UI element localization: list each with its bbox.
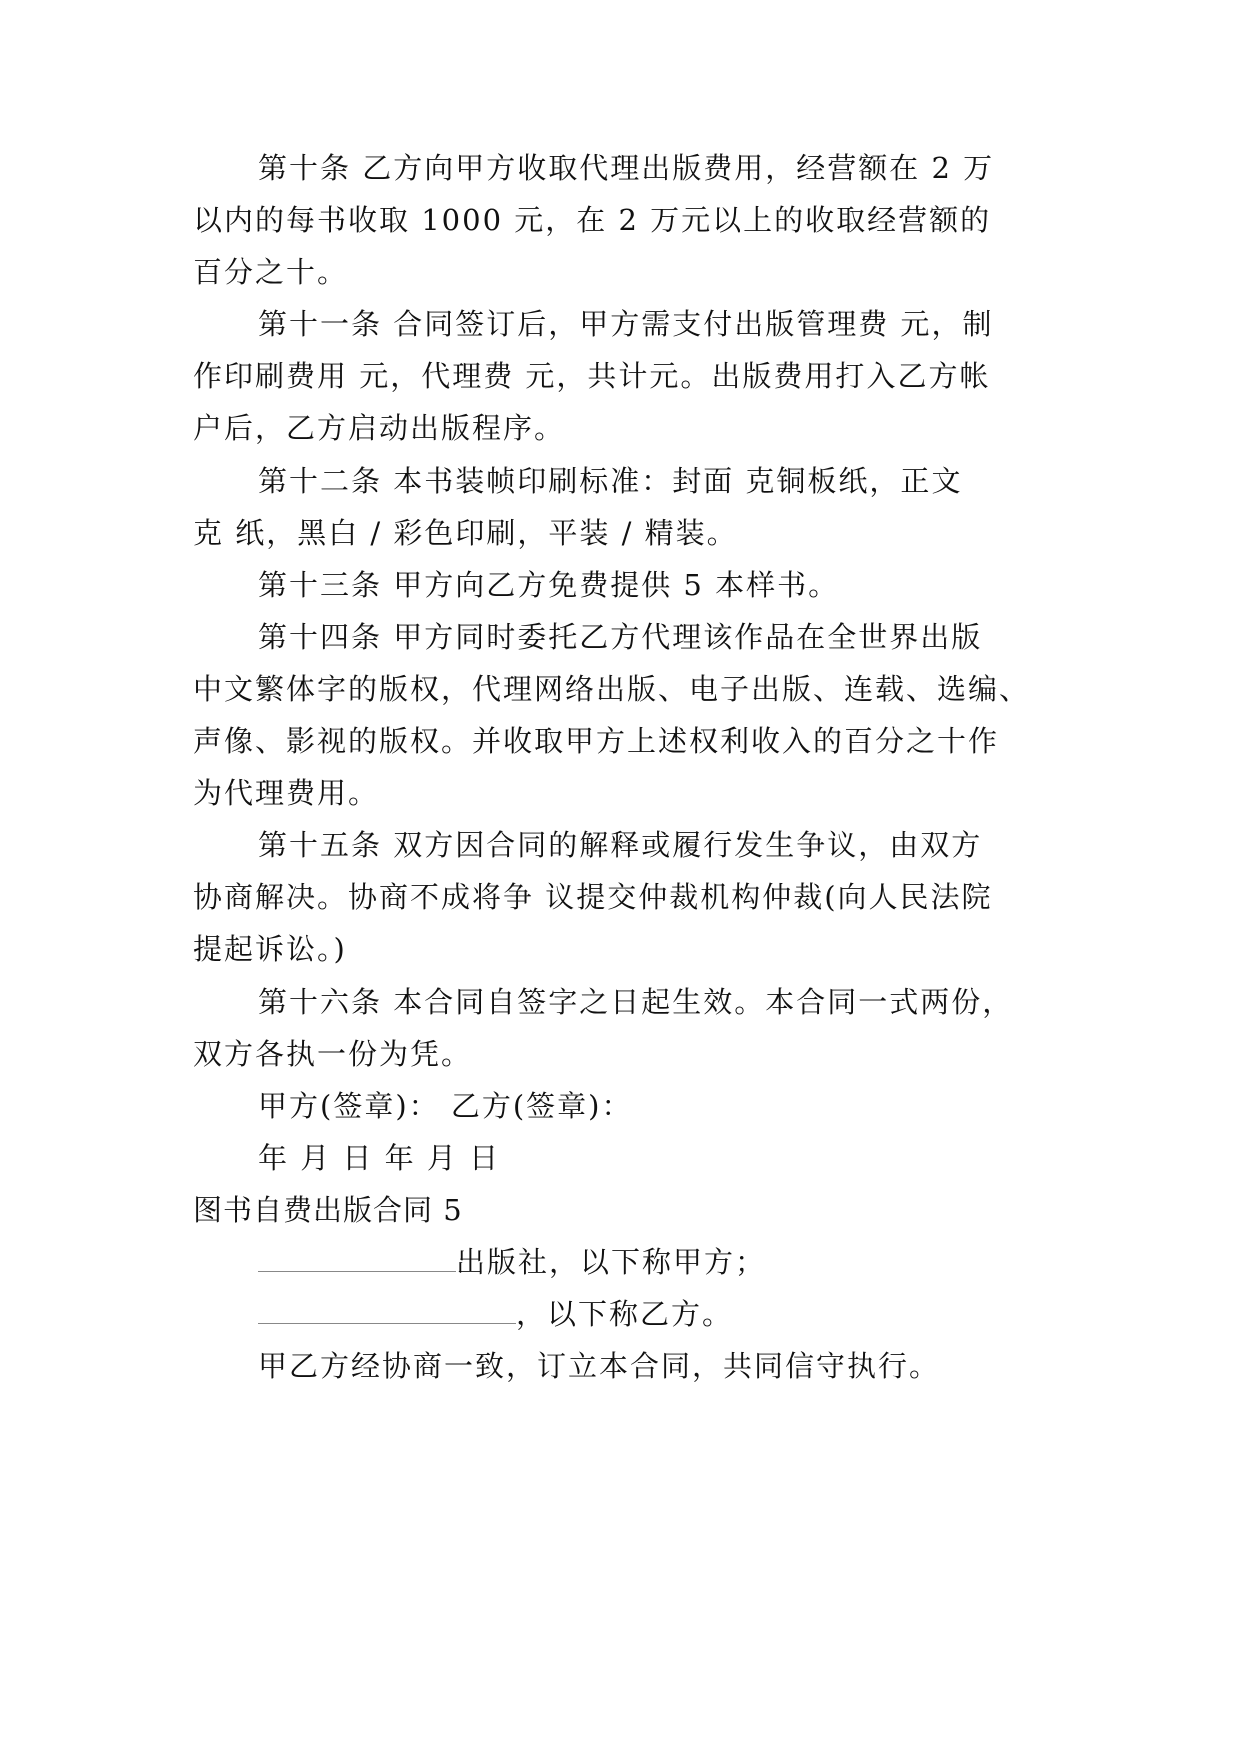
- article-13-line-1: 第十三条 甲方向乙方免费提供 5 本样书。: [258, 568, 840, 602]
- article-12-line-2: 克 纸，黑白 / 彩色印刷，平装 / 精装。: [193, 516, 738, 550]
- party-b-line: [258, 1294, 733, 1334]
- article-14-line-3: 声像、影视的版权。并收取甲方上述权利收入的百分之十作: [193, 724, 1000, 758]
- article-10-line-1: 第十条 乙方向甲方收取代理出版费用，经营额在 2 万: [258, 151, 995, 185]
- contract-title: 图书自费出版合同 5: [193, 1193, 463, 1227]
- article-15-line-1: 第十五条 双方因合同的解释或履行发生争议，由双方: [258, 828, 983, 862]
- article-16-line-2: 双方各执一份为凭。: [193, 1037, 473, 1071]
- party-a-blank: [258, 1245, 456, 1272]
- article-11-line-1: 第十一条 合同签订后，甲方需支付出版管理费 元，制: [258, 307, 994, 341]
- party-a-line: [258, 1242, 766, 1282]
- article-11-line-3: 户后，乙方启动出版程序。: [193, 411, 566, 445]
- signature-line: 甲方(签章)： 乙方(签章)：: [258, 1089, 633, 1123]
- article-15-line-2: 协商解决。协商不成将争 议提交仲裁机构仲裁(向人民法院: [193, 880, 993, 914]
- agreement-line: 甲乙方经协商一致，订立本合同，共同信守执行。: [258, 1349, 941, 1383]
- party-b-blank: [258, 1297, 516, 1324]
- article-14-line-4: 为代理费用。: [193, 776, 380, 810]
- article-10-line-2: 以内的每书收取 1000 元，在 2 万元以上的收取经营额的: [193, 203, 992, 237]
- party-b-text: ，以下称乙方。: [516, 1297, 734, 1331]
- article-14-line-1: 第十四条 甲方同时委托乙方代理该作品在全世界出版: [258, 620, 983, 654]
- date-line: 年 月 日 年 月 日: [258, 1141, 501, 1175]
- article-11-line-2: 作印刷费用 元，代理费 元，共计元。出版费用打入乙方帐: [193, 359, 991, 393]
- article-15-line-3: 提起诉讼。): [193, 932, 347, 966]
- article-14-line-2: 中文繁体字的版权，代理网络出版、电子出版、连载、选编、: [193, 672, 1031, 706]
- party-a-text: 出版社，以下称甲方；: [456, 1245, 767, 1279]
- article-16-line-1: 第十六条 本合同自签字之日起生效。本合同一式两份，: [258, 985, 1014, 1019]
- article-10-line-3: 百分之十。: [193, 255, 349, 289]
- article-12-line-1: 第十二条 本书装帧印刷标准：封面 克铜板纸，正文: [258, 464, 963, 498]
